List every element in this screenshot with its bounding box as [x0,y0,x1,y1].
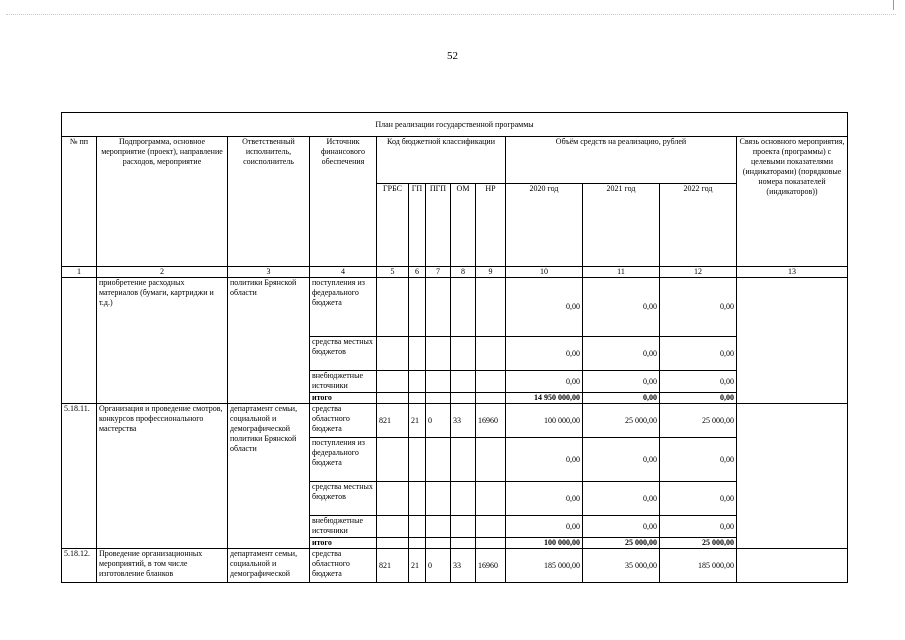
amount-2020: 185 000,00 [506,549,583,583]
activity-name: приобретение расходных материалов (бумаги, картриджи и т.д.) [97,278,228,404]
amount-2020: 0,00 [506,482,583,516]
code-om: 33 [451,404,476,438]
indicator-link-cell [737,404,848,549]
amount-2021: 0,00 [583,337,660,371]
row-number-cell [62,278,97,404]
header-np: НР [476,184,506,267]
amount-2020: 0,00 [506,516,583,538]
column-number: 8 [451,267,476,278]
total-2021: 0,00 [583,393,660,404]
column-number: 10 [506,267,583,278]
amount-2022: 0,00 [660,482,737,516]
total-2020: 14 950 000,00 [506,393,583,404]
amount-2021: 0,00 [583,371,660,393]
header-2022: 2022 год [660,184,737,267]
code-om: 33 [451,549,476,583]
amount-2020: 0,00 [506,278,583,337]
amount-2022: 0,00 [660,438,737,482]
amount-2021: 35 000,00 [583,549,660,583]
table-row [62,278,848,337]
funding-source-total: итого [310,538,377,549]
amount-2022: 0,00 [660,337,737,371]
row-number: 5.18.12. [62,549,97,583]
header-grbs: ГРБС [377,184,409,267]
column-number: 9 [476,267,506,278]
funding-source: поступления из федерального бюджета [310,278,377,337]
header-2021: 2021 год [583,184,660,267]
amount-2021: 25 000,00 [583,404,660,438]
total-2020: 100 000,00 [506,538,583,549]
amount-2021: 0,00 [583,278,660,337]
amount-2020: 0,00 [506,371,583,393]
amount-2022: 25 000,00 [660,404,737,438]
code-gp: 21 [409,404,426,438]
header-executor: Ответственный исполнитель, соисполнитель [228,137,310,267]
activity-name: Организация и проведение смотров, конкурсов профессионального мастерства [97,404,228,549]
column-number: 6 [409,267,426,278]
column-number: 5 [377,267,409,278]
amount-2022: 0,00 [660,371,737,393]
amount-2020: 100 000,00 [506,404,583,438]
executor-name: департамент семьи, социальной и демографической [228,549,310,583]
indicator-link-cell [737,549,848,583]
column-number-row [62,267,848,278]
header-gp: ГП [409,184,426,267]
scan-artifact-tick [893,0,894,10]
header-source: Источник финансового обеспечения [310,137,377,267]
code-np: 16960 [476,404,506,438]
row-number: 5.18.11. [62,404,97,549]
amount-2022: 185 000,00 [660,549,737,583]
header-link: Связь основного мероприятия, проекта (программы) с целевыми показателями (индикаторами) (порядковые номера показателей (индикаторов)) [737,137,848,267]
code-np: 16960 [476,549,506,583]
code-gp: 21 [409,549,426,583]
activity-name: Проведение организационных мероприятий, в том числе изготовление бланков [97,549,228,583]
funding-source: средства областного бюджета [310,404,377,438]
column-number: 12 [660,267,737,278]
amount-2020: 0,00 [506,337,583,371]
code-grbs: 821 [377,549,409,583]
amount-2022: 0,00 [660,278,737,337]
title-row [62,113,848,137]
executor-name: департамент семьи, социальной и демографической политики Брянской области [228,404,310,549]
code-pgp: 0 [426,549,451,583]
column-number: 2 [97,267,228,278]
scan-artifact-line [6,14,896,15]
total-2022: 0,00 [660,393,737,404]
column-number: 13 [737,267,848,278]
funding-source: внебюджетные источники [310,371,377,393]
amount-2021: 0,00 [583,482,660,516]
column-number: 3 [228,267,310,278]
header-program: Подпрограмма, основное мероприятие (проект), направление расходов, мероприятие [97,137,228,267]
funding-source-total: итого [310,393,377,404]
amount-2021: 0,00 [583,516,660,538]
amount-2020: 0,00 [506,438,583,482]
funding-source: внебюджетные источники [310,516,377,538]
header-row-1 [62,137,848,184]
table-title: План реализации государственной программы [62,113,848,137]
total-2022: 25 000,00 [660,538,737,549]
funding-source: поступления из федерального бюджета [310,438,377,482]
column-number: 7 [426,267,451,278]
program-plan-table [61,112,848,583]
header-num: № пп [62,137,97,267]
column-number: 11 [583,267,660,278]
code-pgp: 0 [426,404,451,438]
table-row [62,404,848,438]
total-2021: 25 000,00 [583,538,660,549]
header-pgp: ПГП [426,184,451,267]
funding-source: средства областного бюджета [310,549,377,583]
table-row [62,549,848,583]
executor-name: политики Брянской области [228,278,310,404]
funding-source: средства местных бюджетов [310,337,377,371]
column-number: 4 [310,267,377,278]
amount-2021: 0,00 [583,438,660,482]
column-number: 1 [62,267,97,278]
funding-source: средства местных бюджетов [310,482,377,516]
header-budget-code: Код бюджетной классификации [377,137,506,184]
header-funds: Объём средств на реализацию, рублей [506,137,737,184]
header-2020: 2020 год [506,184,583,267]
code-grbs: 821 [377,404,409,438]
indicator-link-cell [737,278,848,404]
header-om: ОМ [451,184,476,267]
amount-2022: 0,00 [660,516,737,538]
page-number: 52 [447,50,458,62]
